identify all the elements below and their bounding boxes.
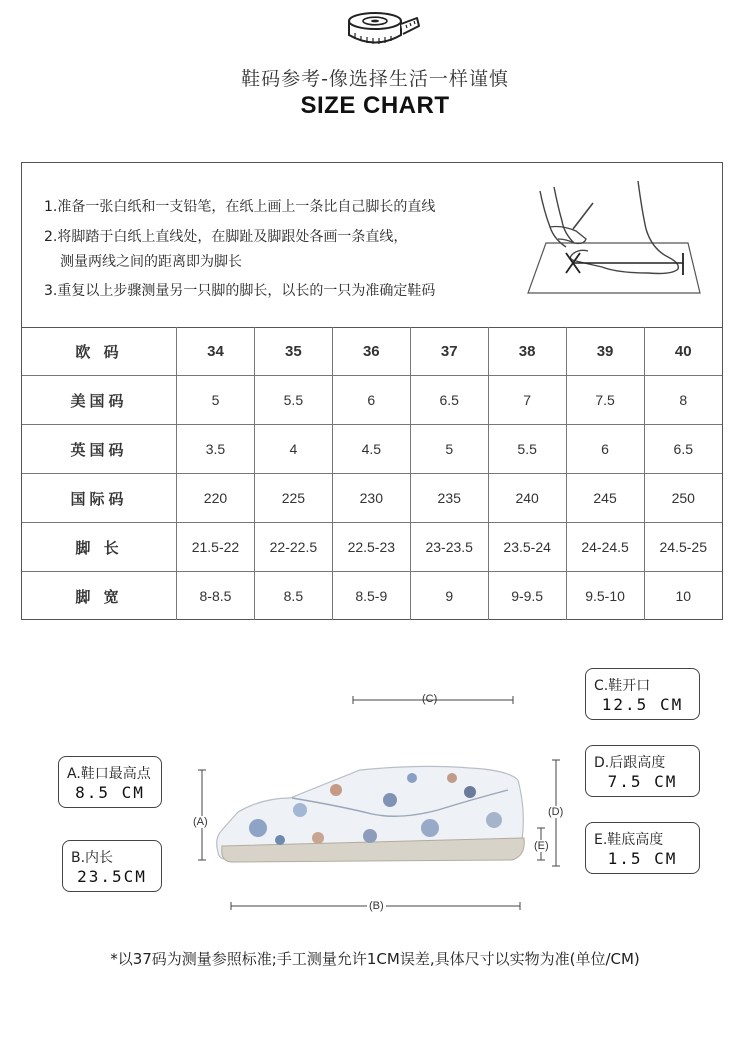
measure-b-value: 23.5CM — [77, 867, 147, 886]
table-cell: 36 — [332, 327, 410, 376]
instruction-step-3: 3.重复以上步骤测量另一只脚的脚长，以长的一只为准确定鞋码 — [44, 283, 436, 299]
instruction-step-1: 1.准备一张白纸和一支铅笔，在纸上画上一条比自己脚长的直线 — [44, 199, 436, 215]
table-cell: 35 — [254, 327, 332, 376]
table-cell: 8.5 — [254, 572, 332, 621]
table-cell: 4 — [254, 425, 332, 474]
table-cell: 240 — [488, 474, 566, 523]
table-cell: 37 — [410, 327, 488, 376]
page-title: SIZE CHART — [300, 92, 450, 119]
table-cell: 5.5 — [254, 376, 332, 425]
footnote: *以37码为测量参照标准;手工测量允许1CM误差,具体尺寸以实物为准(单位/CM) — [110, 950, 640, 968]
table-cell: 38 — [488, 327, 566, 376]
row-label: 脚 宽 — [22, 572, 177, 621]
measure-a-label: A.鞋口最高点 — [67, 766, 151, 782]
measure-a-value: 8.5 CM — [75, 783, 145, 802]
table-cell: 5.5 — [488, 425, 566, 474]
table-cell: 245 — [566, 474, 644, 523]
table-cell: 235 — [410, 474, 488, 523]
table-cell: 40 — [644, 327, 722, 376]
table-cell: 24-24.5 — [566, 523, 644, 572]
size-chart — [21, 162, 723, 620]
tape-measure-icon — [343, 8, 423, 50]
table-cell: 34 — [177, 327, 255, 376]
size-table — [22, 327, 722, 620]
measure-d-label: D.后跟高度 — [594, 755, 666, 771]
table-cell: 4.5 — [332, 425, 410, 474]
instruction-step-2: 2.将脚踏于白纸上直线处，在脚趾及脚跟处各画一条直线， — [44, 229, 408, 245]
measure-instructions — [22, 163, 722, 328]
measure-b-label: B.内长 — [71, 850, 114, 866]
measure-box-b — [62, 840, 162, 892]
table-cell: 23.5-24 — [488, 523, 566, 572]
table-cell: 6.5 — [410, 376, 488, 425]
marker-a: (A) — [193, 816, 208, 828]
table-row — [22, 572, 722, 621]
table-cell: 8.5-9 — [332, 572, 410, 621]
table-cell: 220 — [177, 474, 255, 523]
table-cell: 39 — [566, 327, 644, 376]
table-cell: 22.5-23 — [332, 523, 410, 572]
table-cell: 9-9.5 — [488, 572, 566, 621]
marker-d: (D) — [548, 806, 564, 818]
table-row — [22, 474, 722, 523]
row-label: 国际码 — [22, 474, 177, 523]
measure-box-d — [585, 745, 700, 797]
table-row — [22, 425, 722, 474]
instruction-step-2-cont: 测量两线之间的距离即为脚长 — [60, 254, 242, 270]
measure-box-e — [585, 822, 700, 874]
table-cell: 21.5-22 — [177, 523, 255, 572]
marker-e: (E) — [534, 840, 549, 852]
table-cell: 250 — [644, 474, 722, 523]
table-cell: 8 — [644, 376, 722, 425]
page-subtitle: 鞋码参考-像选择生活一样谨慎 — [241, 68, 509, 90]
table-cell: 225 — [254, 474, 332, 523]
table-cell: 230 — [332, 474, 410, 523]
measure-box-c — [585, 668, 700, 720]
measure-e-label: E.鞋底高度 — [594, 832, 664, 848]
table-cell: 9.5-10 — [566, 572, 644, 621]
measure-c-value: 12.5 CM — [601, 695, 684, 714]
table-cell: 6.5 — [644, 425, 722, 474]
table-cell: 7.5 — [566, 376, 644, 425]
marker-b: (B) — [369, 900, 384, 912]
row-label: 脚 长 — [22, 523, 177, 572]
table-cell: 23-23.5 — [410, 523, 488, 572]
table-cell: 6 — [332, 376, 410, 425]
table-cell: 7 — [488, 376, 566, 425]
table-cell: 5 — [410, 425, 488, 474]
table-cell: 22-22.5 — [254, 523, 332, 572]
table-cell: 8-8.5 — [177, 572, 255, 621]
table-cell: 3.5 — [177, 425, 255, 474]
table-cell: 24.5-25 — [644, 523, 722, 572]
table-row — [22, 523, 722, 572]
foot-measure-illustration-icon — [518, 181, 708, 301]
table-cell: 6 — [566, 425, 644, 474]
measure-box-a — [58, 756, 162, 808]
table-cell: 5 — [177, 376, 255, 425]
row-label: 英国码 — [22, 425, 177, 474]
measure-c-label: C.鞋开口 — [594, 678, 651, 694]
measure-d-value: 7.5 CM — [607, 772, 678, 791]
shoe-illustration — [217, 766, 525, 862]
row-label: 美国码 — [22, 376, 177, 425]
row-label: 欧 码 — [22, 327, 177, 376]
marker-c: (C) — [422, 693, 438, 705]
table-row — [22, 327, 722, 376]
measure-e-value: 1.5 CM — [607, 849, 678, 868]
table-cell: 9 — [410, 572, 488, 621]
table-row — [22, 376, 722, 425]
table-cell: 10 — [644, 572, 722, 621]
